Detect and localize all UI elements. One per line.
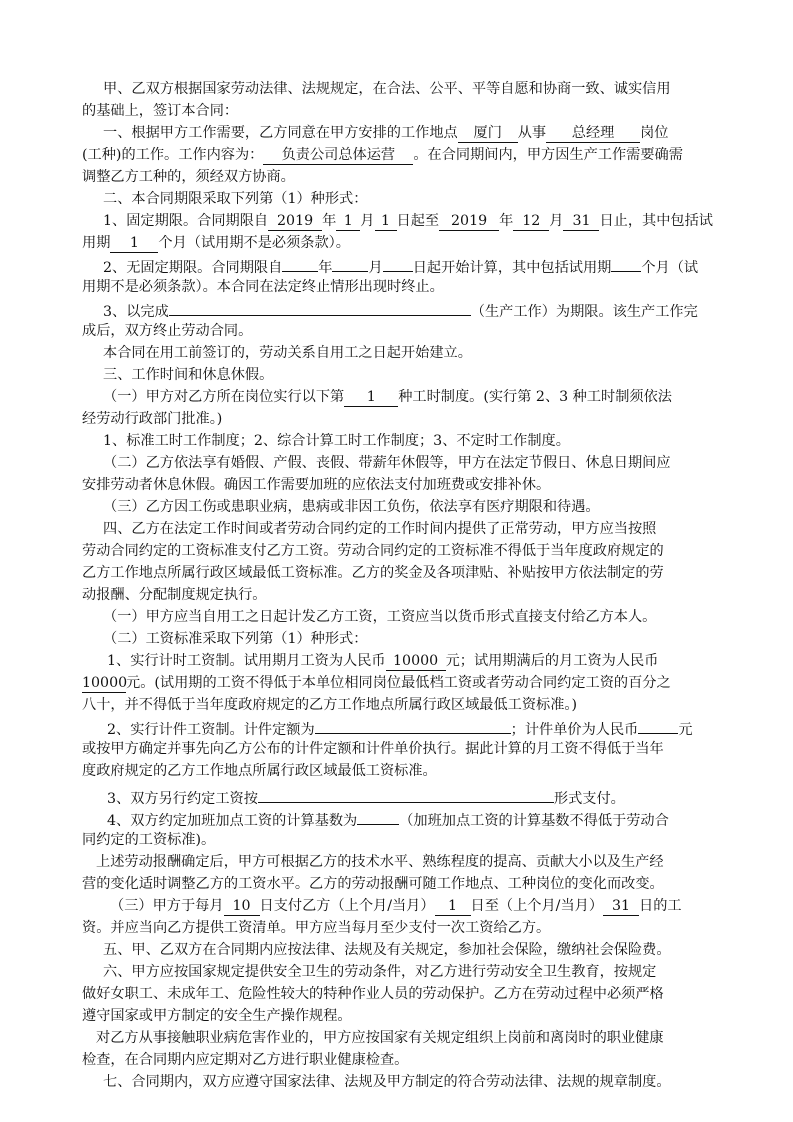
job-content-field[interactable]: 负责公司总体运营 <box>263 147 413 165</box>
clause-4-line-4: 动报酬、分配制度规定执行。 <box>82 587 267 603</box>
end-day-field[interactable]: 31 <box>563 213 599 231</box>
work-hours-line-1: （一）甲方对乙方所在岗位实行以下第 1 种工时制度。(实行第 2、3 种工时制须依法 <box>103 389 672 405</box>
clause-1-line-2: (工种)的工作。工作内容为： 负责公司总体运营 。在合同期间内，甲方因生产工作需要确需 <box>82 147 683 163</box>
open-term-line-2: 用期不是必须条款）。本合同在法定终止情形出现时终止。 <box>82 279 444 295</box>
clause-6-line-5: 检查，在合同期内应定期对乙方进行职业健康检查。 <box>82 1052 409 1068</box>
open-start-day-field[interactable] <box>383 254 413 272</box>
payday-line-1: （三）甲方于每月 10 日支付乙方（上个月/当月） 1 日至（上个月/当月） 31 日的工 <box>110 898 682 914</box>
wage-payment-line: （一）甲方应当自用工之日起计发乙方工资，工资应当以货币形式直接支付给乙方本人。 <box>103 609 657 625</box>
clause-1-line-1: 一、根据甲方工作需要，乙方同意在甲方安排的工作地点 厦门 从事 总经理 岗位 <box>103 125 669 141</box>
leave-line-1: （二）乙方依法享有婚假、产假、丧假、带薪年休假等，甲方在法定节假日、休息日期间应 <box>103 455 671 471</box>
clause-4-line-2: 劳动合同约定的工资标准支付乙方工资。劳动合同约定的工资标准不得低于当年度政府规定的 <box>82 543 664 559</box>
work-hours-system-field[interactable]: 1 <box>344 389 398 407</box>
open-term-line-1: 2、无固定期限。合同期限自 年 月 日起开始计算，其中包括试用期 个月（试 <box>103 254 698 279</box>
piece-price-field[interactable] <box>638 716 678 734</box>
piece-quota-field[interactable] <box>315 716 511 734</box>
term-note: 本合同在用工前签订的，劳动关系自用工之日起开始建立。 <box>103 345 472 361</box>
open-start-month-field[interactable] <box>332 254 368 272</box>
open-start-year-field[interactable] <box>282 254 318 272</box>
task-term-line-1: 3、以完成 （生产工作）为期限。该生产工作完 <box>103 298 698 323</box>
overtime-line-2: 同约定的工资标准)。 <box>82 832 216 848</box>
work-hours-options: 1、标准工时工作制度；2、综合计算工时工作制度；3、不定时工作制度。 <box>103 433 570 449</box>
clause-4-line-3: 乙方工作地点所属行政区域最低工资标准。乙方的奖金及各项津贴、补贴按甲方依法制定的劳 <box>82 565 664 581</box>
piece-wage-line-3: 度政府规定的乙方工作地点所属行政区域最低工资标准。 <box>82 763 437 779</box>
task-field[interactable] <box>169 298 471 316</box>
clause-6-line-4: 对乙方从事接触职业病危害作业的，甲方应按国家有关规定组织上岗前和离岗时的职业健康 <box>96 1030 664 1046</box>
other-wage-line: 3、双方另行约定工资按 形式支付。 <box>107 785 625 810</box>
clause-2-title: 二、本合同期限采取下列第（1）种形式： <box>103 191 368 207</box>
open-probation-field[interactable] <box>611 254 641 272</box>
clause-6-line-2: 做好女职工、未成年工、危险性较大的特种作业人员的劳动保护。乙方在劳动过程中必须严格 <box>82 986 664 1002</box>
fixed-term-line-2: 用期 1 个月（试用期不是必须条款）。 <box>82 235 350 251</box>
pay-day-field[interactable]: 10 <box>224 898 260 916</box>
pay-to-day-field[interactable]: 31 <box>603 898 639 916</box>
start-day-field[interactable]: 1 <box>375 213 397 231</box>
clause-6-line-3: 遵守国家或甲方制定的安全生产操作规程。 <box>82 1008 352 1024</box>
piece-wage-line-1: 2、实行计件工资制。计件定额为 ；计件单价为人民币 元 <box>107 716 693 741</box>
intro-line-2: 的基础上，签订本合同： <box>82 103 239 119</box>
end-month-field[interactable]: 12 <box>513 213 549 231</box>
workplace-field[interactable]: 厦门 <box>458 125 518 143</box>
time-wage-line-2: 10000元。(试用期的工资不得低于本单位相同岗位最低档工资或者劳动合同约定工资的百分之 <box>82 675 671 691</box>
payday-line-2: 资。并应当向乙方提供工资清单。甲方应当每月至少支付一次工资给乙方。 <box>82 920 551 936</box>
regular-wage-field[interactable]: 10000 <box>82 675 128 691</box>
leave-line-2: 安排劳动者休息休假。确因工作需要加班的应依法支付加班费或安排补休。 <box>82 477 551 493</box>
overtime-base-field[interactable] <box>357 807 399 825</box>
probation-months-field[interactable]: 1 <box>110 235 158 253</box>
time-wage-line-1: 1、实行计时工资制。试用期月工资为人民币 10000 元；试用期满后的月工资为人民币 <box>107 653 659 669</box>
end-year-field[interactable]: 2019 <box>439 213 499 231</box>
piece-wage-line-2: 或按甲方确定并事先向乙方公布的计件定额和计件单价执行。据此计算的月工资不得低于当年 <box>82 741 664 757</box>
clause-3-title: 三、工作时间和休息休假。 <box>103 367 274 383</box>
pay-from-day-field[interactable]: 1 <box>435 898 471 916</box>
wage-form-title: （二）工资标准采取下列第（1）种形式： <box>103 631 368 647</box>
probation-wage-field[interactable]: 10000 <box>386 653 446 671</box>
wage-form-choice[interactable]: 1 <box>287 631 297 647</box>
intro-line-1: 甲、乙双方根据国家劳动法律、法规规定，在合法、公平、平等自愿和协商一致、诚实信用 <box>103 81 671 97</box>
injury-line: （三）乙方因工伤或患职业病，患病或非因工负伤，依法享有医疗期限和待遇。 <box>103 499 600 515</box>
adjust-line-1: 上述劳动报酬确定后，甲方可根据乙方的技术水平、熟练程度的提高、贡献大小以及生产经 <box>96 854 664 870</box>
task-term-line-2: 成后，双方终止劳动合同。 <box>82 323 253 339</box>
adjust-line-2: 营的变化适时调整乙方的工资水平。乙方的劳动报酬可随工作地点、工种岗位的变化而改变。 <box>82 876 664 892</box>
start-year-field[interactable]: 2019 <box>268 213 322 231</box>
position-field[interactable]: 总经理 <box>546 125 640 143</box>
clause-7-line: 七、合同期内，双方应遵守国家法律、法规及甲方制定的符合劳动法律、法规的规章制度。 <box>103 1074 671 1090</box>
clause-6-line-1: 六、甲方应按国家规定提供安全卫生的劳动条件，对乙方进行劳动安全卫生教育，按规定 <box>103 964 657 980</box>
overtime-line-1: 4、双方约定加班加点工资的计算基数为 （加班加点工资的计算基数不得低于劳动合 <box>107 807 669 832</box>
clause-4-line-1: 四、乙方在法定工作时间或者劳动合同约定的工作时间内提供了正常劳动，甲方应当按照 <box>103 521 657 537</box>
clause-5-line: 五、甲、乙双方在合同期内应按法律、法规及有关规定，参加社会保险，缴纳社会保险费。 <box>103 942 671 958</box>
work-hours-line-2: 经劳动行政部门批准。) <box>82 411 223 427</box>
time-wage-line-3: 八十，并不得低于当年度政府规定的乙方工作地点所属行政区域最低工资标准。) <box>82 697 578 713</box>
clause-1-line-3: 调整乙方工种的，须经双方协商。 <box>82 169 295 185</box>
term-choice[interactable]: 1 <box>287 191 297 207</box>
other-wage-field[interactable] <box>258 785 554 803</box>
start-month-field[interactable]: 1 <box>336 213 360 231</box>
fixed-term-line-1: 1、固定期限。合同期限自 2019 年 1 月 1 日起至 2019 年 12 月 31 日止，其中包括试 <box>103 213 713 229</box>
